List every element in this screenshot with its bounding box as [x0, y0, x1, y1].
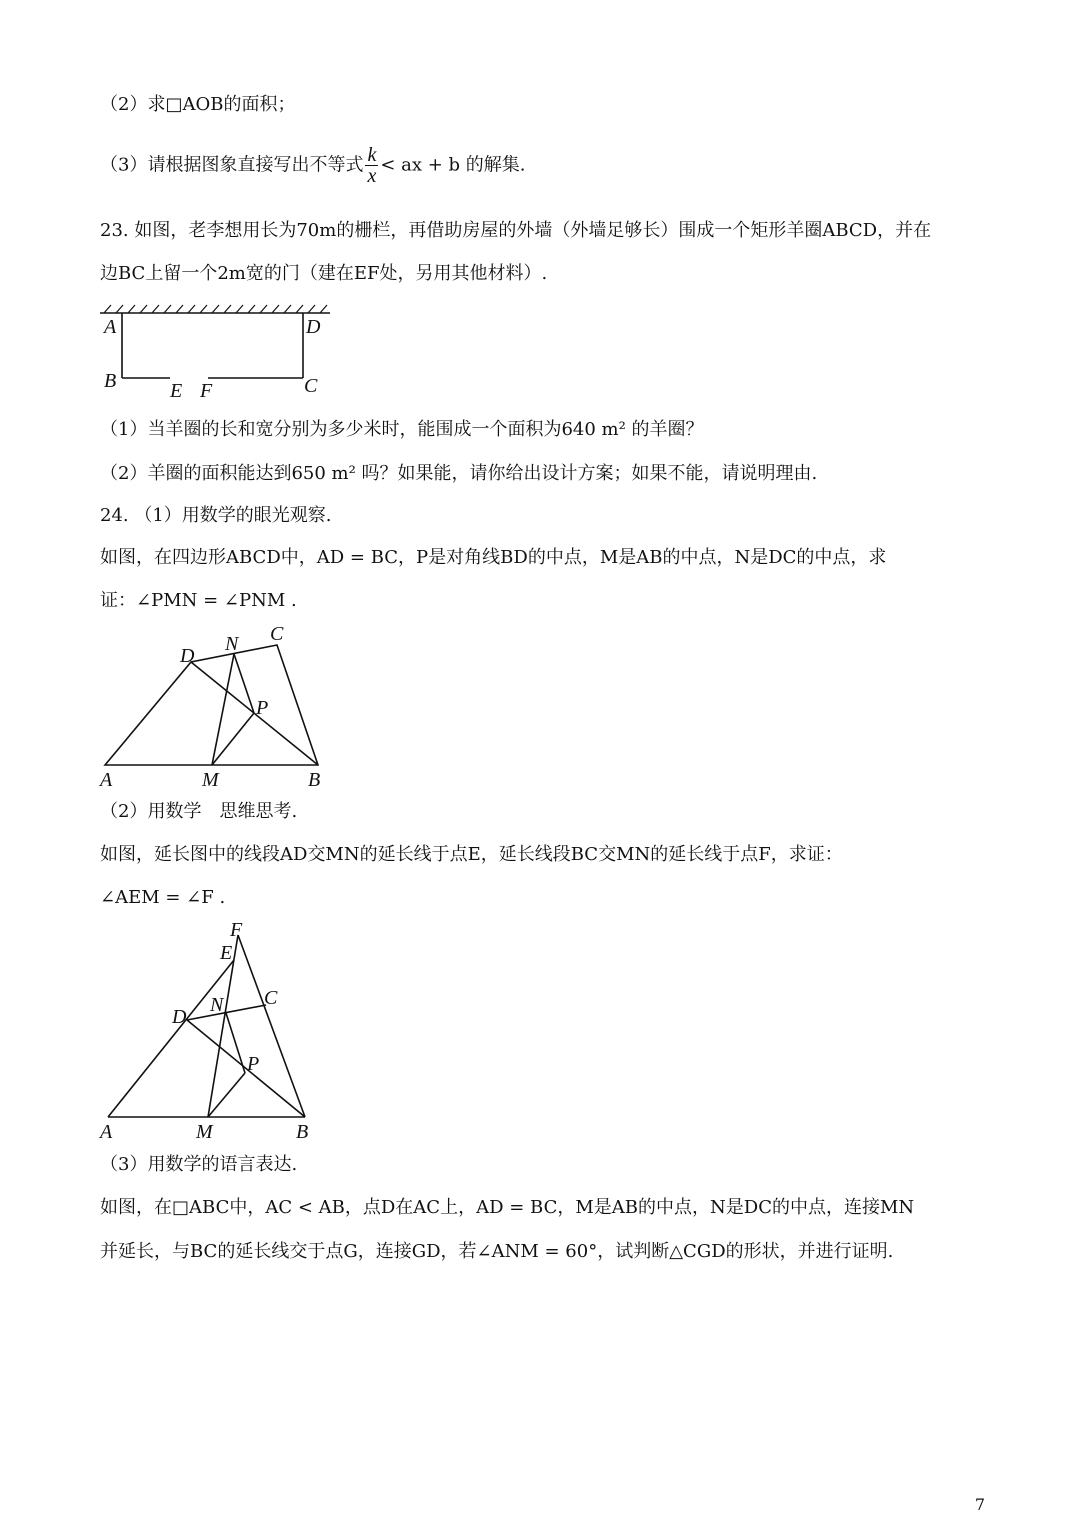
fig2-label-n: N [225, 633, 239, 655]
question-23-part-2: （2）羊圈的面积能达到650 m² 吗？如果能，请你给出设计方案；如果不能，请说明理由. [100, 463, 818, 484]
quad-abcd [105, 645, 318, 765]
question-24-part-2-heading: （2）用数学 思维思考. [100, 801, 298, 822]
question-24-part-3-heading: （3）用数学的语言表达. [100, 1154, 298, 1175]
fig1-label-a: A [104, 316, 117, 338]
fig3-label-a: A [100, 1121, 113, 1143]
question-24-part-3-line-2: 并延长，与BC的延长线交于点G，连接GD，若∠ANM = 60°，试判断△CGD的形状，并进行证明. [100, 1241, 894, 1262]
question-24-part-3-line-1: 如图，在□ABC中，AC < AB，点D在AC上，AD = BC，M是AB的中点，N是DC的中点，连接MN [100, 1197, 915, 1218]
figure-quadrilateral [105, 645, 318, 765]
fig3-label-e: E [220, 942, 233, 964]
question-22-part-2: （2）求□AOB的面积； [100, 94, 296, 115]
question-23-line-2: 边BC上留一个2m宽的门（建在EF处，另用其他材料）. [100, 263, 548, 284]
page-number: 7 [974, 1495, 985, 1514]
fig3-label-n: N [210, 994, 224, 1016]
fig2-label-c: C [270, 623, 284, 645]
wall-hatching [104, 305, 327, 313]
line-ae [108, 960, 234, 1117]
figure-sheep-pen [100, 305, 330, 378]
question-22-part-3-tail: < ax + b 的解集. [380, 154, 526, 176]
question-23-line-1: 23. 如图，老李想用长为70m的栅栏，再借助房屋的外墙（外墙足够长）围成一个矩形羊圈ABCD，并在 [100, 220, 932, 241]
segment-mp [212, 713, 254, 765]
fig1-label-c: C [304, 375, 318, 397]
fig3-label-b: B [296, 1121, 309, 1143]
fig1-label-f: F [200, 380, 213, 402]
question-24-part-2-line-1: 如图，延长图中的线段AD交MN的延长线于点E，延长线段BC交MN的延长线于点F，求证： [100, 844, 843, 865]
segment-mn [212, 654, 234, 765]
figure-extended [108, 935, 305, 1117]
question-22-part-3-text: （3）请根据图象直接写出不等式 [100, 154, 364, 176]
fig1-label-b: B [104, 370, 117, 392]
fig3-label-m: M [196, 1121, 213, 1143]
fraction-denominator: x [367, 165, 377, 187]
fig1-label-e: E [170, 380, 183, 402]
question-24-part-2-line-2: ∠AEM = ∠F . [100, 887, 226, 908]
fig3-label-f: F [230, 919, 243, 941]
question-24-part-1-line-2: 证：∠PMN = ∠PNM . [100, 590, 297, 611]
question-24-part-1-line-1: 如图，在四边形ABCD中，AD = BC，P是对角线BD的中点，M是AB的中点，N是DC的中点，求 [100, 547, 887, 568]
fig2-label-a: A [100, 769, 113, 791]
fig3-label-p: P [247, 1053, 260, 1075]
fig2-label-b: B [308, 769, 321, 791]
fig3-label-d: D [172, 1006, 187, 1028]
fig2-label-d: D [180, 645, 195, 667]
fig2-label-m: M [202, 769, 219, 791]
fraction-numerator: k [367, 144, 377, 166]
question-24-heading: 24. （1）用数学的眼光观察. [100, 505, 332, 526]
fig1-label-d: D [306, 316, 321, 338]
question-23-part-1: （1）当羊圈的长和宽分别为多少米时，能围成一个面积为640 m² 的羊圈？ [100, 419, 704, 440]
fig3-label-c: C [264, 987, 278, 1009]
fig2-label-p: P [256, 697, 269, 719]
segment-np [226, 1013, 245, 1073]
